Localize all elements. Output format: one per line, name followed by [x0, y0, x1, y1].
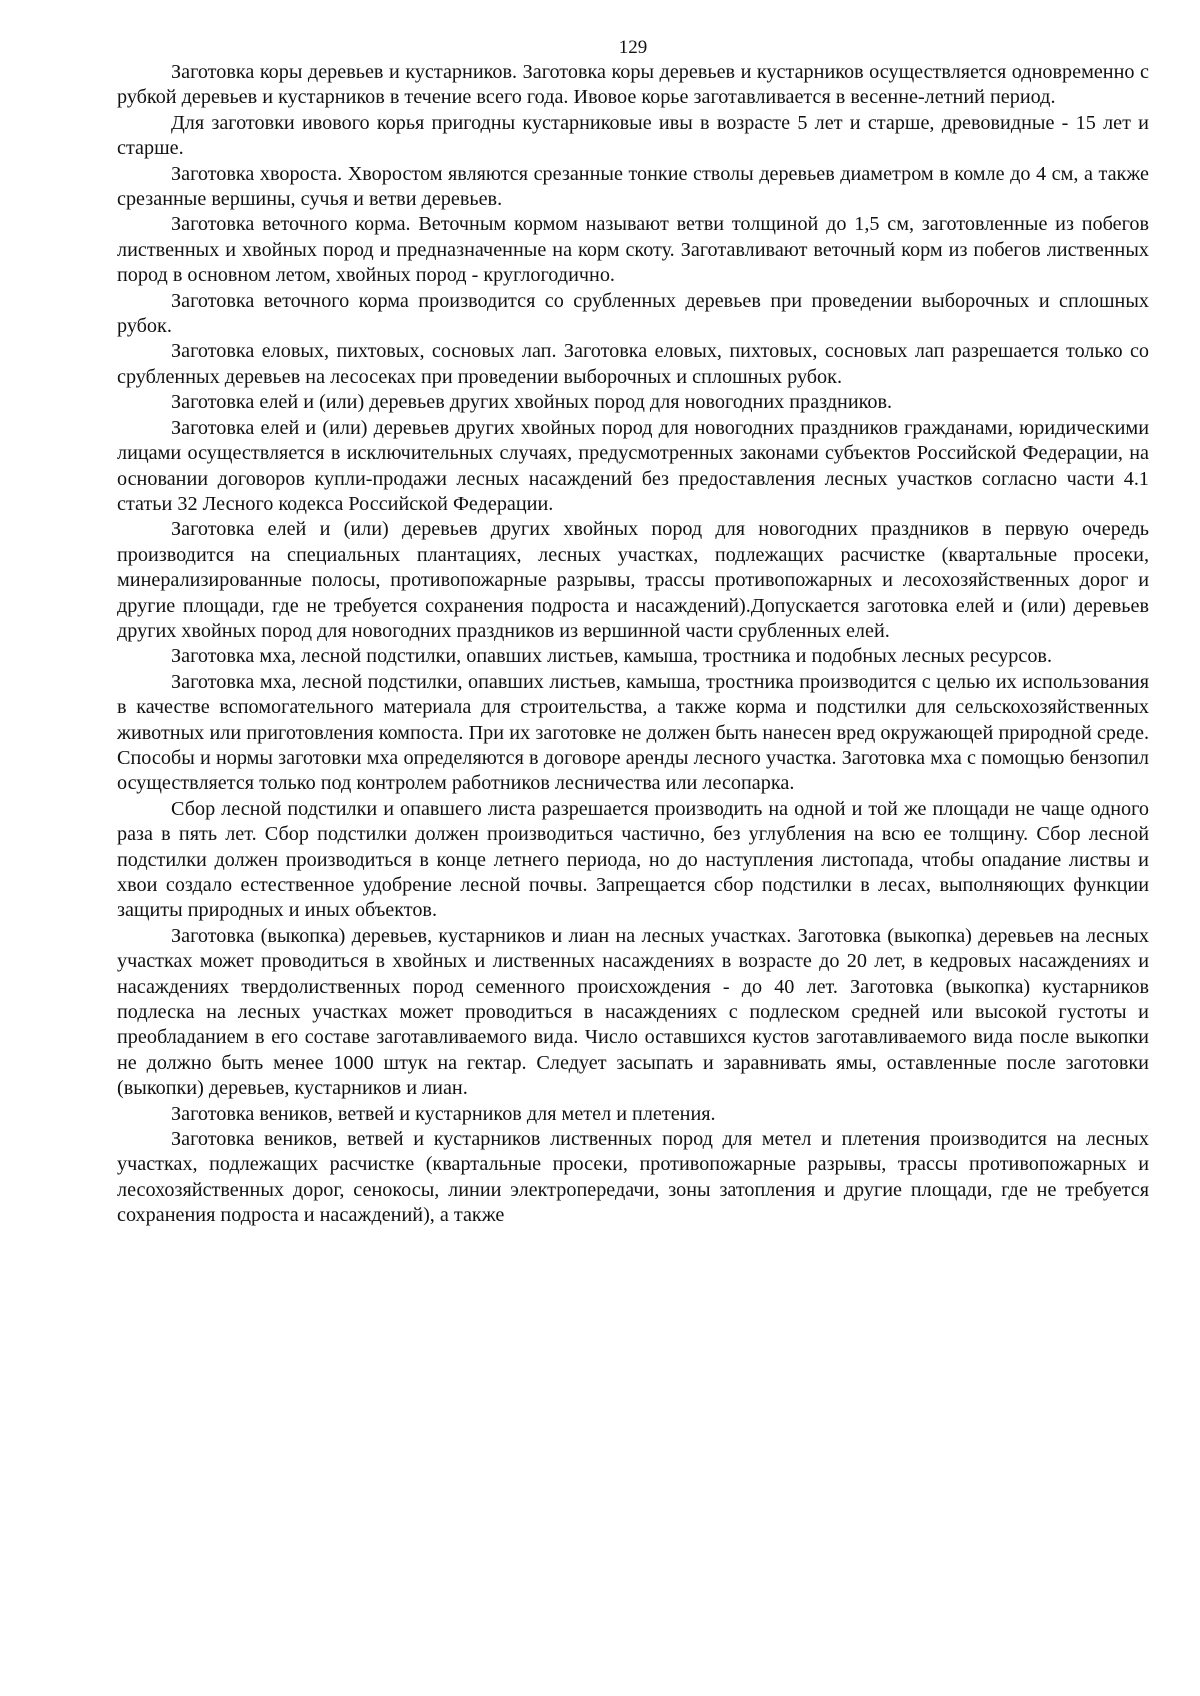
- paragraph-digging-trees-shrubs: Заготовка (выкопка) деревьев, кустарников и лиан на лесных участках. Заготовка (выкопка) деревьев на лесных участках может проводиться в хвойных и лиственных насаждениях в возрасте до 20 лет, в кедровых насаждениях и насаждениях твердолиственных пород семенного происхождения - до 40 лет. Заготовка (выкопка) кустарников подлеска на лесных участках может проводиться в насаждениях с подлеском средней или высокой густоты и преобладанием в его составе заготавливаемого вида. Число оставшихся кустов заготавливаемого вида после выкопки не должно быть менее 1000 штук на гектар. Следует засыпать и заравнивать ямы, оставленные после заготовки (выкопки) деревьев, кустарников и лиан.: [117, 924, 1149, 1100]
- paragraph-moss-litter-heading: Заготовка мха, лесной подстилки, опавших листьев, камыша, тростника и подобных лесных ресурсов.: [171, 645, 1052, 668]
- paragraph-branch-feed-felling: Заготовка веточного корма производится со срубленных деревьев при проведении выборочных и сплошных рубок.: [117, 289, 1149, 338]
- paragraph-new-year-trees-legal: Заготовка елей и (или) деревьев других хвойных пород для новогодних праздников гражданами, юридическими лицами осуществляется в исключительных случаях, предусмотренных законами субъектов Российской Федерации, на основании договоров купли-продажи лесных насаждений без предоставления лесных участков согласно части 4.1 статьи 32 Лесного кодекса Российской Федерации.: [117, 416, 1149, 515]
- paragraph-brooms-locations: Заготовка веников, ветвей и кустарников лиственных пород для метел и плетения производится на лесных участках, подлежащих расчистке (квартальные просеки, противопожарные разрывы, трассы противопожарных и лесохозяйственных дорог, сенокосы, линии электропередачи, зоны затопления и другие площади, где не требуется сохранения подроста и насаждений), а также: [117, 1128, 1149, 1227]
- page-number: 129: [618, 37, 648, 58]
- paragraph-willow-bark: Для заготовки ивового корья пригодны кустарниковые ивы в возрасте 5 лет и старше, древовидные - 15 лет и старше.: [117, 111, 1149, 160]
- paragraph-conifer-branches: Заготовка еловых, пихтовых, сосновых лап. Заготовка еловых, пихтовых, сосновых лап разрешается только со срубленных деревьев на лесосеках при проведении выборочных и сплошных рубок.: [117, 340, 1149, 388]
- document-page: [117, 36, 1149, 1229]
- paragraph-new-year-trees-heading: Заготовка елей и (или) деревьев других хвойных пород для новогодних праздников.: [171, 391, 893, 414]
- paragraph-bark-harvesting: Заготовка коры деревьев и кустарников. Заготовка коры деревьев и кустарников осуществляется одновременно с рубкой деревьев и кустарников в течение всего года. Ивовое корье заготавливается в весенне-летний период.: [117, 61, 1149, 109]
- paragraph-brooms-heading: Заготовка веников, ветвей и кустарников для метел и плетения.: [171, 1102, 716, 1125]
- paragraph-litter-collection: Сбор лесной подстилки и опавшего листа разрешается производить на одной и той же площади не чаще одного раза в пять лет. Сбор подстилки должен производиться частично, без углубления на всю ее толщину. Сбор лесной подстилки должен производиться в конце летнего периода, но до наступления листопада, чтобы опадание листвы и хвои создало естественное удобрение лесной почвы. Запрещается сбор подстилки в лесах, выполняющих функции защиты природных и иных объектов.: [117, 797, 1149, 922]
- paragraph-branch-feed: Заготовка веточного корма. Веточным кормом называют ветви толщиной до 1,5 см, заготовленные из побегов лиственных и хвойных пород и предназначенные на корм скоту. Заготавливают веточный корм из побегов лиственных пород в основном летом, хвойных пород - круглогодично.: [117, 213, 1149, 287]
- paragraph-new-year-trees-locations: Заготовка елей и (или) деревьев других хвойных пород для новогодних праздников в первую очередь производится на специальных плантациях, лесных участках, подлежащих расчистке (квартальные просеки, минерализированные полосы, противопожарные разрывы, трассы противопожарных и лесохозяйственных дорог и другие площади, где не требуется сохранения подроста и насаждений).Допускается заготовка елей и (или) деревьев других хвойных пород для новогодних праздников из вершинной части срубленных елей.: [117, 518, 1149, 642]
- paragraph-moss-litter-purpose: Заготовка мха, лесной подстилки, опавших листьев, камыша, тростника производится с целью их использования в качестве вспомогательного материала для строительства, а также корма и подстилки для сельскохозяйственных животных или приготовления компоста. При их заготовке не должен быть нанесен вред окружающей природной среде. Способы и нормы заготовки мха определяются в договоре аренды лесного участка. Заготовка мха с помощью бензопил осуществляется только под контролем работников лесничества или лесопарка.: [117, 670, 1149, 795]
- paragraph-brushwood: Заготовка хвороста. Хворостом являются срезанные тонкие стволы деревьев диаметром в комле до 4 см, а также срезанные вершины, сучья и ветви деревьев.: [117, 162, 1149, 211]
